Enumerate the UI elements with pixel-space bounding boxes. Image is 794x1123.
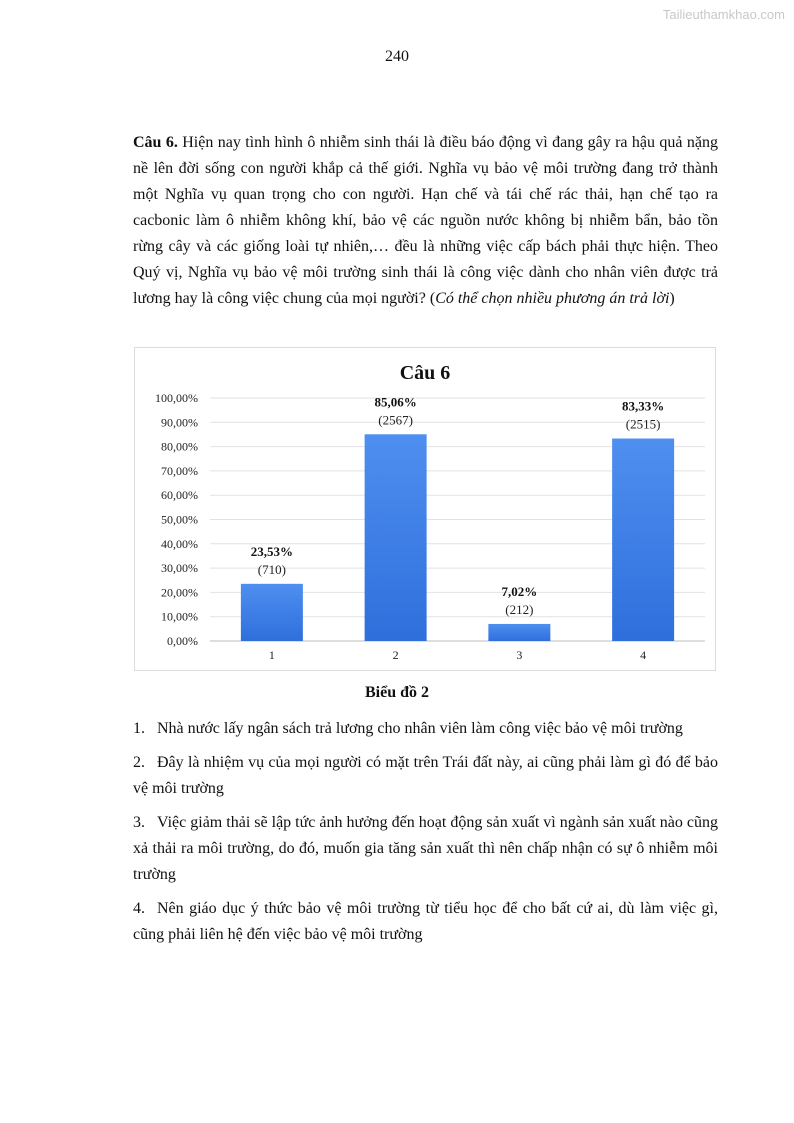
x-tick-label: 4 [640, 648, 647, 662]
bar-4 [612, 439, 674, 641]
figure-caption: Biểu đồ 2 [364, 684, 429, 701]
y-tick-label: 100,00% [155, 391, 198, 405]
options-list [133, 716, 718, 956]
value-label: 83,33% [622, 398, 665, 414]
watermark: Tailieuthamkhao.com [662, 7, 785, 22]
x-tick-label: 3 [516, 648, 523, 662]
question-label: Câu 6. [133, 134, 178, 151]
option-number: 2. [133, 754, 145, 771]
x-tick-label: 2 [392, 648, 399, 662]
y-tick-label: 10,00% [161, 609, 198, 624]
y-tick-label: 50,00% [161, 512, 198, 527]
bar-2 [365, 434, 427, 641]
option-item-1 [133, 716, 718, 742]
option-number: 1. [133, 720, 145, 737]
option-text: Nhà nước lấy ngân sách trả lương cho nhân viên làm công việc bảo vệ môi trường [157, 720, 683, 737]
option-text: Việc giảm thải sẽ lập tức ảnh hưởng đến hoạt động sản xuất vì ngành sản xuất nào cũng xả thải ra môi trường, do đó, muốn gia tăng sản xuất thì nên chấp nhận có sự ô nhiễm môi trường [133, 814, 718, 883]
page-number: 240 [385, 48, 409, 65]
bar-3 [488, 624, 550, 641]
question-text: Hiện nay tình hình ô nhiễm sinh thái là điều báo động vì đang gây ra hậu quả nặng nề lên đời sống con người khắp cả thế giới. Nghĩa vụ bảo vệ môi trường đang trở thành một Nghĩa vụ quan trọng cho con người. Hạn chế và tái chế rác thải, hạn chế tạo ra cacbonic làm ô nhiễm không khí, bảo vệ các nguồn nước không bị nhiễm bẩn, bảo tồn rừng cây và các giống loài tự nhiên,… đều là những việc cấp bách phải thực hiện. Theo Quý vị, Nghĩa vụ bảo vệ môi trường sinh thái là công việc dành cho nhân viên được trả lương hay là công việc chung của mọi người? ( [133, 134, 718, 307]
option-text: Đây là nhiệm vụ của mọi người có mặt trên Trái đất này, ai cũng phải làm gì đó để bảo vệ môi trường [133, 754, 718, 797]
y-tick-label: 60,00% [161, 488, 198, 503]
y-tick-label: 40,00% [161, 536, 198, 551]
option-item-3 [133, 810, 718, 888]
y-tick-label: 30,00% [161, 561, 198, 576]
y-tick-label: 20,00% [161, 585, 198, 600]
question-close: ) [669, 290, 675, 307]
count-label: (2567) [378, 412, 413, 428]
count-label: (710) [257, 561, 286, 577]
question-note: Có thể chọn nhiều phương án trả lời [435, 290, 670, 307]
option-text: Nên giáo dục ý thức bảo vệ môi trường từ tiểu học để cho bất cứ ai, dù làm việc gì, cũng phải liên hệ đến việc bảo vệ môi trường [133, 900, 718, 943]
value-label: 23,53% [250, 543, 293, 559]
y-tick-label: 0,00% [167, 634, 198, 648]
option-item-4 [133, 896, 718, 948]
y-tick-label: 70,00% [161, 463, 198, 478]
value-label: 85,06% [374, 394, 417, 410]
x-tick-label: 1 [268, 648, 275, 662]
y-tick-label: 90,00% [161, 415, 198, 430]
chart-title: Câu 6 [399, 362, 451, 384]
option-item-2 [133, 750, 718, 802]
option-number: 4. [133, 900, 145, 917]
bar-chart [134, 347, 716, 671]
value-label: 7,02% [501, 583, 538, 599]
question-paragraph [133, 130, 718, 312]
chart-svg [135, 348, 715, 670]
option-number: 3. [133, 814, 145, 831]
count-label: (2515) [625, 416, 661, 432]
y-tick-label: 80,00% [161, 439, 198, 454]
count-label: (212) [505, 601, 534, 617]
bar-1 [241, 584, 303, 641]
